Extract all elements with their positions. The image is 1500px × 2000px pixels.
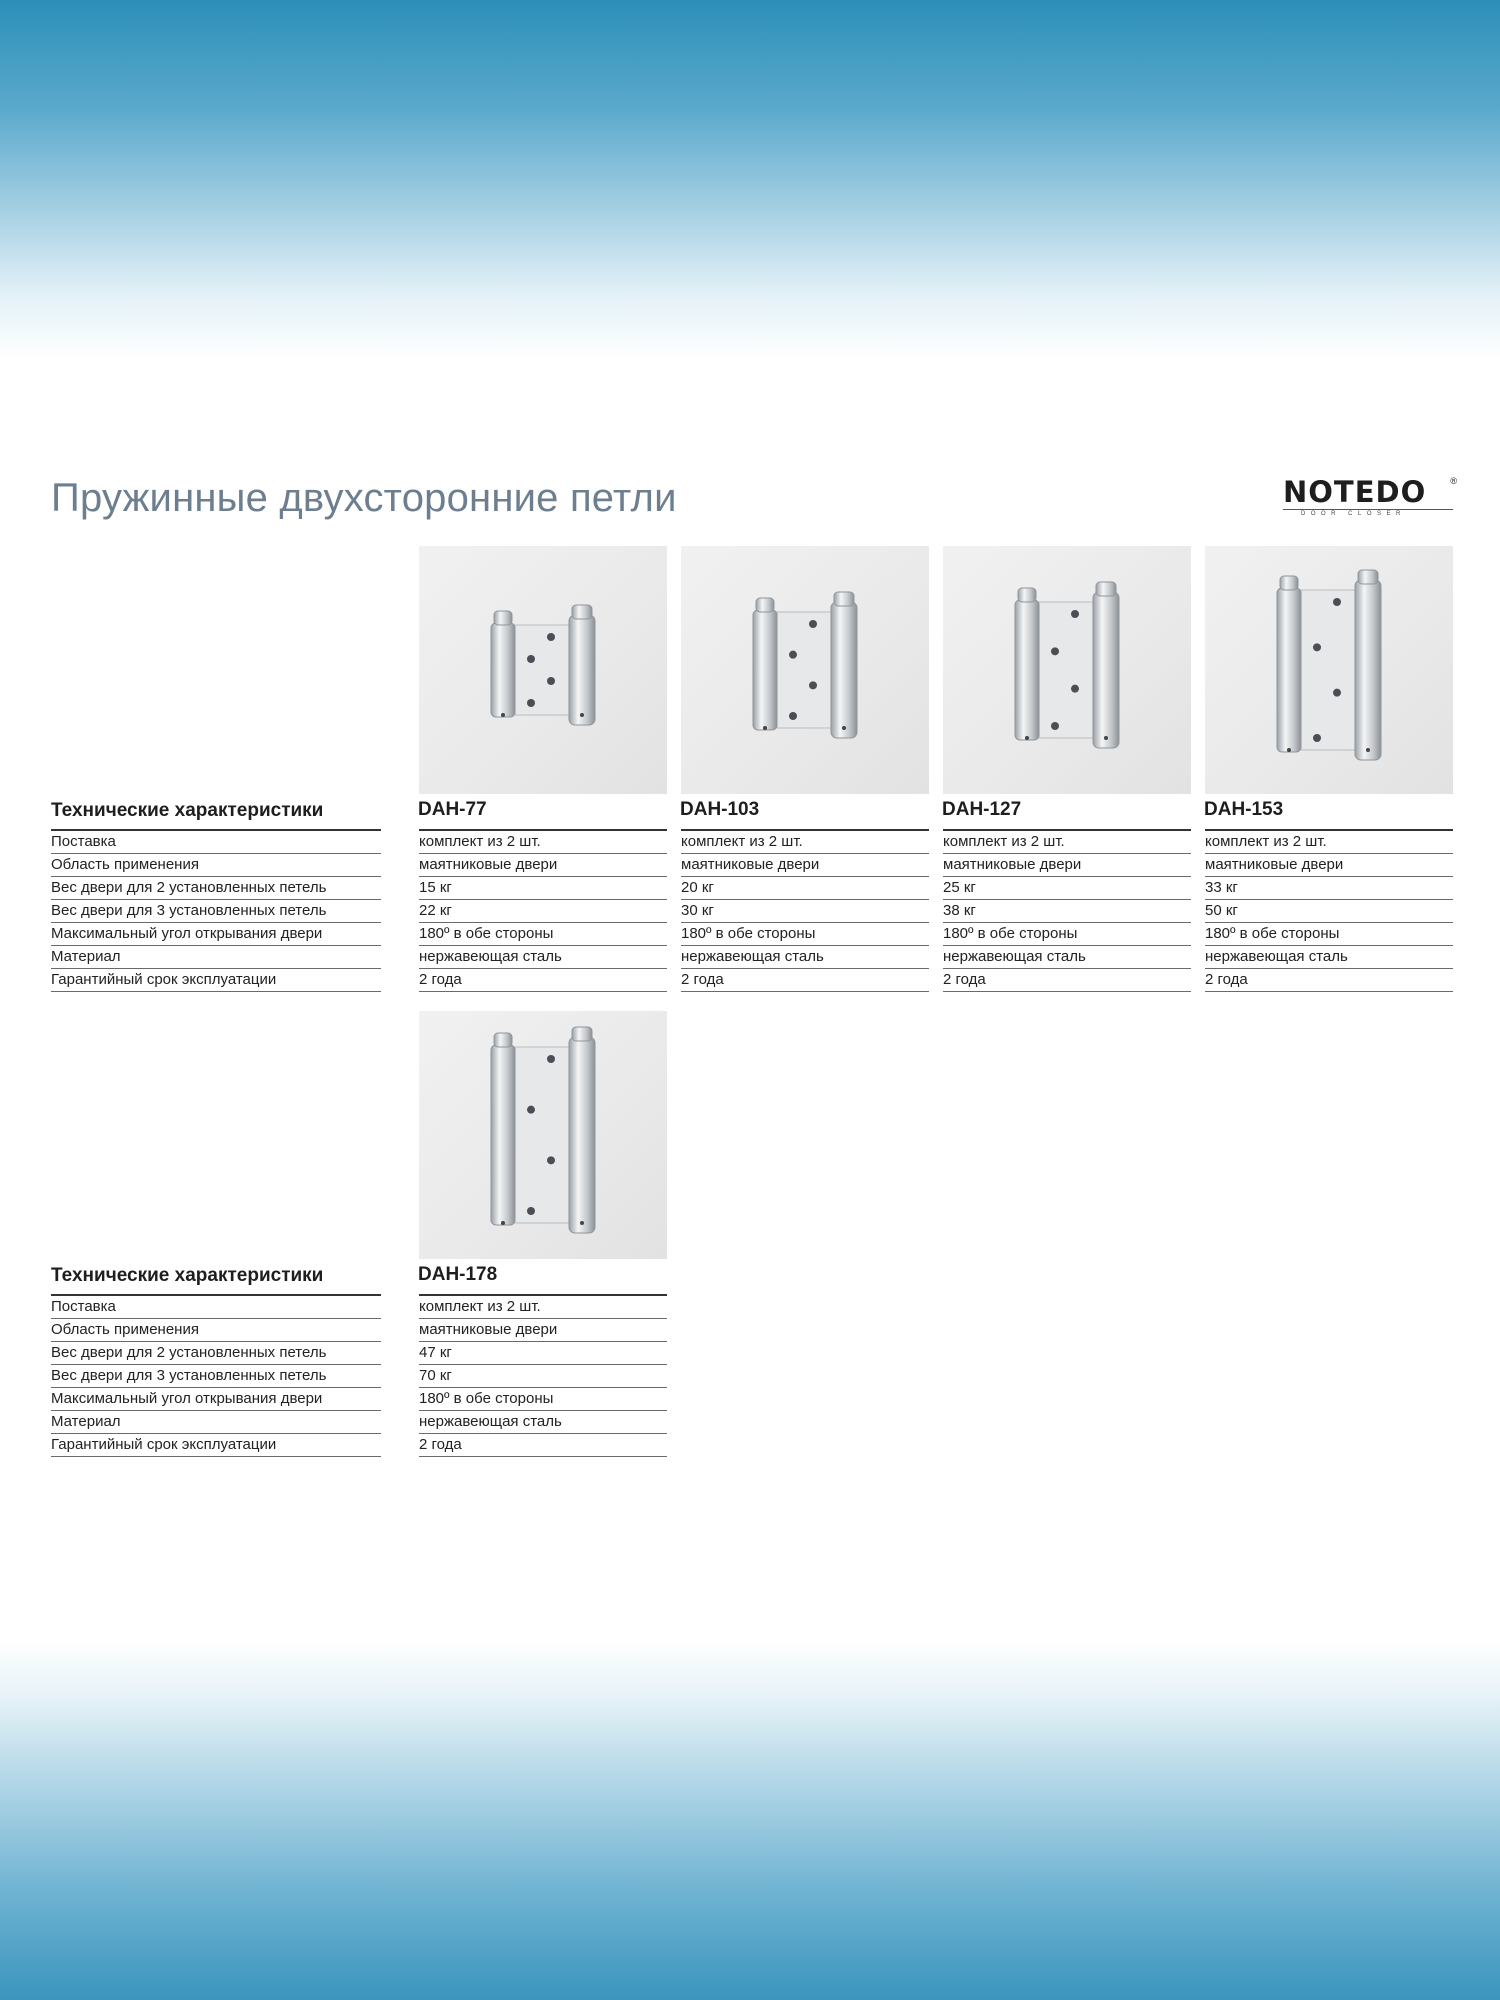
spec-value: маятниковые двери	[419, 856, 558, 873]
row-rule	[681, 991, 929, 992]
row-rule	[419, 899, 667, 900]
spec-label: Материал	[51, 948, 121, 965]
spec-value: 2 года	[943, 971, 986, 988]
hinge-illustration	[943, 546, 1191, 794]
hinge-illustration	[1205, 546, 1453, 794]
spec-value: комплект из 2 шт.	[943, 833, 1065, 850]
spec-value: 2 года	[419, 971, 462, 988]
spec-label: Максимальный угол открывания двери	[51, 1390, 323, 1407]
spec-value: комплект из 2 шт.	[681, 833, 803, 850]
spec-value: 2 года	[1205, 971, 1248, 988]
row-rule	[419, 991, 667, 992]
spec-label: Гарантийный срок эксплуатации	[51, 971, 277, 988]
spec-label: Вес двери для 3 установленных петель	[51, 902, 327, 919]
spec-value: 47 кг	[419, 1344, 452, 1361]
row-rule	[419, 1364, 667, 1365]
row-rule	[419, 1456, 667, 1457]
product-photo-dah-77	[419, 546, 667, 794]
spec-value: 2 года	[419, 1436, 462, 1453]
spec-value: маятниковые двери	[681, 856, 820, 873]
specs-heading: Технические характеристики	[51, 1265, 324, 1286]
row-rule	[1205, 991, 1453, 992]
top-gradient-band	[0, 0, 1500, 360]
row-rule	[943, 899, 1191, 900]
spec-value: маятниковые двери	[1205, 856, 1344, 873]
spec-value: 180º в обе стороны	[1205, 925, 1340, 942]
spec-value: 50 кг	[1205, 902, 1238, 919]
spec-value: комплект из 2 шт.	[419, 1298, 541, 1315]
row-rule	[419, 1341, 667, 1342]
spec-label: Вес двери для 2 установленных петель	[51, 1344, 327, 1361]
product-photo-dah-153	[1205, 546, 1453, 794]
spec-label: Материал	[51, 1413, 121, 1430]
spec-label: Вес двери для 3 установленных петель	[51, 1367, 327, 1384]
spec-label: Область применения	[51, 856, 199, 873]
spec-value: 38 кг	[943, 902, 976, 919]
spec-label: Гарантийный срок эксплуатации	[51, 1436, 277, 1453]
model-name: DAH-103	[680, 799, 760, 820]
spec-value: 22 кг	[419, 902, 452, 919]
spec-value: 180º в обе стороны	[419, 1390, 554, 1407]
row-rule	[681, 899, 929, 900]
spec-value: 180º в обе стороны	[419, 925, 554, 942]
spec-value: комплект из 2 шт.	[419, 833, 541, 850]
product-photo-dah-178	[419, 1011, 667, 1259]
model-name: DAH-153	[1204, 799, 1284, 820]
spec-value: комплект из 2 шт.	[1205, 833, 1327, 850]
row-rule	[1205, 899, 1453, 900]
spec-label: Область применения	[51, 1321, 199, 1338]
spec-value: 15 кг	[419, 879, 452, 896]
product-photo-dah-103	[681, 546, 929, 794]
row-rule	[51, 991, 381, 992]
page-title: Пружинные двухсторонние петли	[51, 476, 677, 520]
row-rule	[51, 1456, 381, 1457]
model-name: DAH-178	[418, 1264, 498, 1285]
spec-value: 30 кг	[681, 902, 714, 919]
brand-name: NOTEDO	[1283, 475, 1427, 509]
row-rule	[943, 876, 1191, 877]
hinge-illustration	[681, 546, 929, 794]
model-name: DAH-77	[418, 799, 487, 820]
spec-value: маятниковые двери	[943, 856, 1082, 873]
brand-logo	[1283, 475, 1457, 517]
specs-heading: Технические характеристики	[51, 800, 324, 821]
spec-value: нержавеющая сталь	[1205, 948, 1348, 965]
spec-value: нержавеющая сталь	[681, 948, 824, 965]
spec-value: 25 кг	[943, 879, 976, 896]
brand-tagline: DOOR CLOSER	[1283, 509, 1453, 518]
spec-value: 2 года	[681, 971, 724, 988]
spec-label: Вес двери для 2 установленных петель	[51, 879, 327, 896]
spec-value: маятниковые двери	[419, 1321, 558, 1338]
row-rule	[681, 876, 929, 877]
brand-registered-mark: ®	[1450, 476, 1457, 486]
spec-label: Максимальный угол открывания двери	[51, 925, 323, 942]
spec-value: 20 кг	[681, 879, 714, 896]
spec-value: нержавеющая сталь	[419, 1413, 562, 1430]
spec-value: нержавеющая сталь	[419, 948, 562, 965]
row-rule	[943, 991, 1191, 992]
spec-value: 180º в обе стороны	[943, 925, 1078, 942]
spec-label: Поставка	[51, 1298, 116, 1315]
hinge-illustration	[419, 1011, 667, 1259]
spec-value: 70 кг	[419, 1367, 452, 1384]
spec-label: Поставка	[51, 833, 116, 850]
row-rule	[1205, 876, 1453, 877]
hinge-illustration	[419, 546, 667, 794]
row-rule	[419, 876, 667, 877]
model-name: DAH-127	[942, 799, 1022, 820]
spec-value: 33 кг	[1205, 879, 1238, 896]
spec-value: нержавеющая сталь	[943, 948, 1086, 965]
spec-value: 180º в обе стороны	[681, 925, 816, 942]
product-photo-dah-127	[943, 546, 1191, 794]
bottom-gradient-band	[0, 1640, 1500, 2000]
